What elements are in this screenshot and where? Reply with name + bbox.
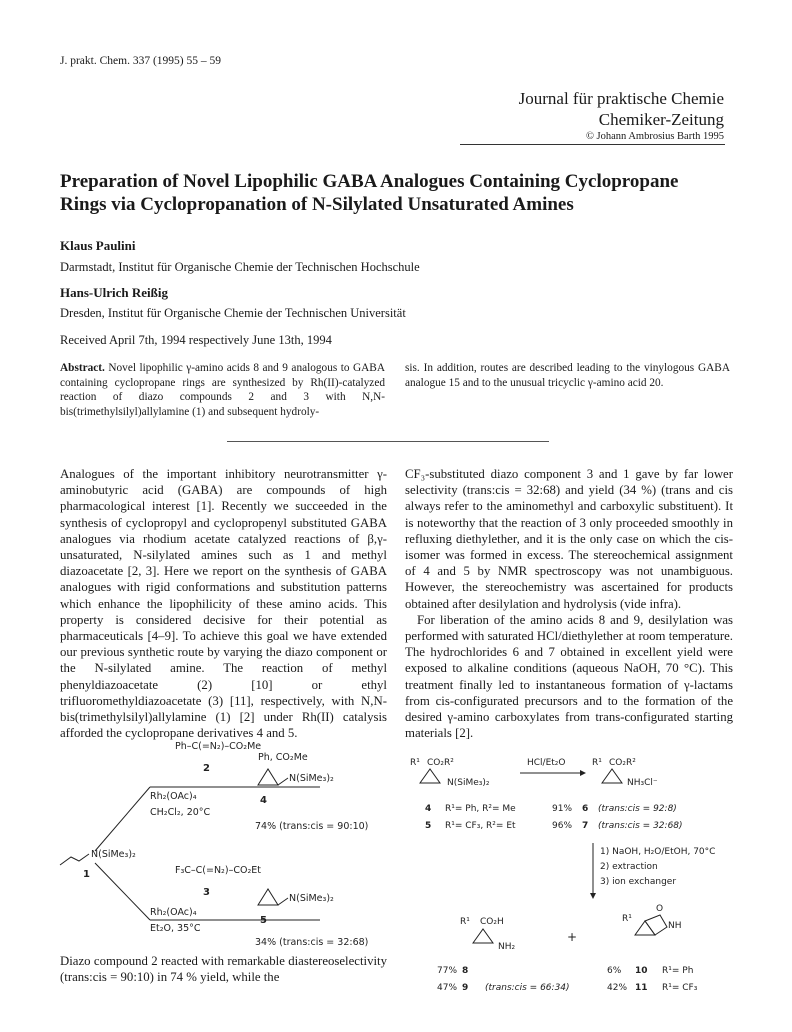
journal-rule <box>460 144 725 145</box>
body-left-continued <box>60 953 387 985</box>
body-right-column <box>405 466 733 741</box>
yield-11: 42% <box>607 983 628 993</box>
nsi-label: N(SiMe₃)₂ <box>447 778 490 788</box>
oxo-label: O <box>656 904 664 914</box>
compound-num-5: 5 <box>425 821 432 831</box>
abstract-text-1: Novel lipophilic γ-amino acids 8 and 9 analogous to GABA containing cyclopropane rings are synthesized by Rh(II)-catalyzed reaction of diazo compounds 2 and 3 with N,N-bis(trimethylsilyl)allylamine (1) and subsequent hydroly- <box>60 362 385 418</box>
abstract-col-1 <box>60 361 385 419</box>
compound-num-8: 8 <box>462 966 469 976</box>
row11-substituent: R¹= CF₃ <box>662 983 698 993</box>
condition-b2: Et₂O, 35°C <box>150 923 201 934</box>
compound-num-3: 3 <box>203 887 210 898</box>
title-line-1: Preparation of Novel Lipophilic GABA Analogues Containing Cyclopropane <box>60 171 679 192</box>
journal-subtitle: Chemiker-Zeitung <box>598 110 724 129</box>
author-2: Hans-Ulrich Reißig <box>60 285 168 300</box>
cyclopropane-start <box>420 769 440 783</box>
r1-label: R¹ <box>410 758 420 768</box>
row9-ratio: (trans:cis = 66:34) <box>485 983 570 993</box>
yield-4: 74% (trans:cis = 90:10) <box>255 821 369 832</box>
lactam-ring <box>645 915 667 935</box>
cyclopropane-5 <box>258 889 278 905</box>
running-head: J. prakt. Chem. 337 (1995) 55 – 59 <box>60 55 221 67</box>
separator-rule <box>227 441 549 442</box>
compound-num-4: 4 <box>260 795 267 806</box>
cyclopropane-4 <box>258 769 278 785</box>
author-1: Klaus Paulini <box>60 238 136 253</box>
reagent-2: Ph–C(=N₂)–CO₂Me <box>175 741 262 752</box>
row5-substituents: R¹= CF₃, R²= Et <box>445 821 516 831</box>
arrow-top-diagonal <box>95 787 150 851</box>
arrow-bottom-diagonal <box>95 863 150 920</box>
compound-num-2: 2 <box>203 763 210 774</box>
start-amine: N(SiMe₃)₂ <box>91 849 136 860</box>
co2r2-label: CO₂R² <box>609 758 636 768</box>
scheme-2 <box>405 753 735 998</box>
paper-title <box>60 170 750 216</box>
journal-header <box>519 88 724 144</box>
body-left-column <box>60 466 387 741</box>
paragraph: For liberation of the amino acids 8 and 9, desilylation was performed with saturated HCl/diethylether at room temperature. The hydrochlorides 6 and 7 obtained in excellent yield were exposed to alkaline conditions (aqueous NaOH, 70 °C). This treatment finally led to instantaneous formation of γ-lactams from cis-configurated precursors and to the formation of the desired γ-amino carboxylates from trans-configurated starting materials [2]. <box>405 612 733 741</box>
row4-substituents: R¹= Ph, R²= Me <box>445 804 516 814</box>
nh2-label: NH₂ <box>498 942 516 952</box>
condition-a2: CH₂Cl₂, 20°C <box>150 807 211 818</box>
row10-substituent: R¹= Ph <box>662 966 694 976</box>
step-3: 3) ion exchanger <box>600 877 677 887</box>
row6-ratio: (trans:cis = 92:8) <box>598 804 677 814</box>
row5-yield: 96% <box>552 821 573 831</box>
amino-acid-ring <box>473 929 493 943</box>
abstract-label: Abstract. <box>60 362 105 374</box>
co2r2-label: CO₂R² <box>427 758 454 768</box>
journal-copyright: © Johann Ambrosius Barth 1995 <box>585 131 724 142</box>
yield-10: 6% <box>607 966 622 976</box>
nh-label: NH <box>668 921 682 931</box>
nh3cl-label: NH₃Cl⁻ <box>627 778 658 788</box>
allylamine-1 <box>60 854 89 865</box>
step-1: 1) NaOH, H₂O/EtOH, 70°C <box>600 847 716 857</box>
affiliation-1: Darmstadt, Institut für Organische Chemie der Technischen Hochschule <box>60 260 420 274</box>
compound-num-11: 11 <box>635 983 648 993</box>
product-4-substituents: Ph, CO₂Me <box>258 752 308 763</box>
co2h-label: CO₂H <box>480 917 504 927</box>
reagent-3: F₃C–C(=N₂)–CO₂Et <box>175 865 261 876</box>
r1-label: R¹ <box>622 914 632 924</box>
compound-num-7: 7 <box>582 821 589 831</box>
condition-a1: Rh₂(OAc)₄ <box>150 791 197 802</box>
reagent-hcl: HCl/Et₂O <box>527 758 566 768</box>
paragraph: Diazo compound 2 reacted with remarkable diastereoselectivity (trans:cis = 90:10) in 74 % yield, while the <box>60 954 387 985</box>
received-date: Received April 7th, 1994 respectively June 13th, 1994 <box>60 333 332 347</box>
plus-sign: + <box>567 930 578 944</box>
step-2: 2) extraction <box>600 862 658 872</box>
title-line-2: Rings via Cyclopropanation of N-Silylated Unsaturated Amines <box>60 194 574 215</box>
row4-yield: 91% <box>552 804 573 814</box>
yield-5: 34% (trans:cis = 32:68) <box>255 937 369 948</box>
product-5-amine: N(SiMe₃)₂ <box>289 893 334 904</box>
r1-label: R¹ <box>460 917 470 927</box>
abstract-col-2: sis. In addition, routes are described leading to the vinylogous GABA analogue 15 and to the unusual tricyclic γ-amino acid 20. <box>405 362 730 389</box>
paragraph: Analogues of the important inhibitory neurotransmitter γ-aminobutyric acid (GABA) are compounds of high pharmacological interest [1]. Recently we succeeded in the synthesis of cyclopropyl and cyclopropenyl substituted GABA analogues via rhodium acetate catalyzed reactions of β,γ-unsaturated, N-silylated amines such as 1 and methyl diazoacetate [2, 3]. Here we report on the synthesis of GABA analogues with rigid conformations and substitution patterns which enhance the lipophilicity of these amino acids. This property is considered decisive for their potential as pharmaceuticals [4–9]. To achieve this goal we have extended our previous synthetic route by varying the diazo component or the N-silylated amine. The reaction of methyl phenyldiazoacetate (2) [10] or ethyl trifluoromethyldiazoacetate (3) [11], respectively, with N,N-bis(trimethylsilyl)allylamine (1) [2] under Rh(II) catalysis afforded the cyclopropane derivatives 4 and 5. <box>60 467 387 741</box>
compound-num-10: 10 <box>635 966 648 976</box>
r1-label: R¹ <box>592 758 602 768</box>
paragraph: CF₃-substituted diazo component 3 and 1 gave by far lower selectivity (trans:cis = 32:68) and yield (34 %) (trans and cis always refer to the aminomethyl and carboxylic substituent). It is noteworthy that the reaction of 3 only proceeded smoothly in refluxing diethylether, and it is the only case on which the cis-isomer was formed in excess. The stereochemical assignment of 4 and 5 by NMR spectroscopy was not unambiguous. However, the stereochemistry was ascertained for products obtained after desilylation and hydrolysis (vide infra). <box>405 467 733 611</box>
row7-ratio: (trans:cis = 32:68) <box>598 821 683 831</box>
lactam-cyclopropane <box>635 921 655 935</box>
condition-b1: Rh₂(OAc)₄ <box>150 907 197 918</box>
scheme-1 <box>55 733 395 950</box>
yield-8: 77% <box>437 966 458 976</box>
compound-num-4: 4 <box>425 804 432 814</box>
affiliation-2: Dresden, Institut für Organische Chemie der Technischen Universität <box>60 306 406 320</box>
compound-num-5: 5 <box>260 915 267 926</box>
product-4-amine: N(SiMe₃)₂ <box>289 773 334 784</box>
journal-name: Journal für praktische Chemie <box>518 89 724 108</box>
compound-num-6: 6 <box>582 804 589 814</box>
compound-num-9: 9 <box>462 983 469 993</box>
cyclopropane-product <box>602 769 622 783</box>
compound-num-1: 1 <box>83 869 90 880</box>
yield-9: 47% <box>437 983 458 993</box>
